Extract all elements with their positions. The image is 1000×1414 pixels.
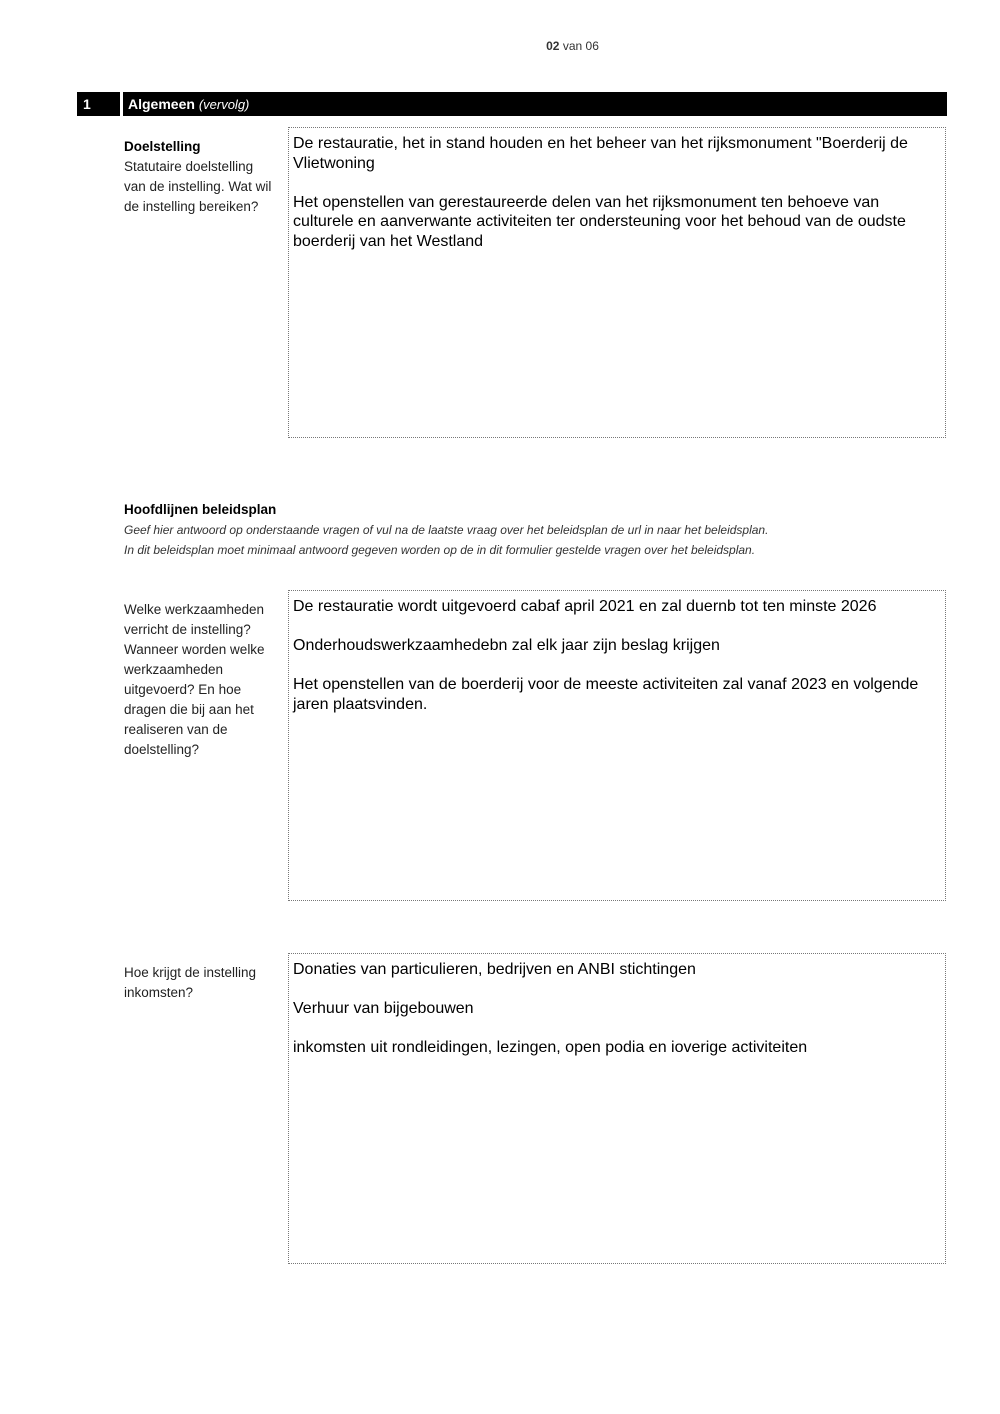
werkzaamheden-answer-p2: Onderhoudswerkzaamhedebn zal elk jaar zijn beslag krijgen: [293, 637, 720, 654]
doelstelling-answer-p2: Het openstellen van gerestaureerde delen van het rijksmonument ten behoeve van culturele en aanverwante activiteiten ter ondersteuning voor het behoud van de oudste boerderij van het Westland: [293, 193, 906, 250]
page-total: 06: [585, 39, 599, 53]
section-title: [123, 92, 947, 116]
beleidsplan-title: Hoofdlijnen beleidsplan: [124, 502, 277, 517]
werkzaamheden-answer-p3: Het openstellen van de boerderij voor de meeste activiteiten zal vanaf 2023 en volgende jaren plaatsvinden.: [293, 676, 919, 713]
inkomsten-label-desc: Hoe krijgt de instelling inkomsten?: [124, 965, 257, 1000]
doelstelling-label: [124, 137, 274, 217]
inkomsten-label: [124, 963, 274, 1003]
doelstelling-answer-field[interactable]: [288, 127, 946, 438]
inkomsten-answer-field[interactable]: [288, 953, 946, 1264]
inkomsten-answer-p3: inkomsten uit rondleidingen, lezingen, open podia en ioverige activiteiten: [293, 1039, 808, 1056]
beleidsplan-desc-line2: In dit beleidsplan moet minimaal antwoord gegeven worden op de in dit formulier gestelde vragen over het beleidsplan.: [124, 543, 756, 557]
werkzaamheden-label: [124, 600, 274, 760]
section-header: [77, 92, 947, 116]
section-title-sub: (vervolg): [198, 97, 250, 112]
beleidsplan-desc-line1: Geef hier antwoord op onderstaande vragen of vul na de laatste vraag over het beleidsplan de url in naar het beleidsplan.: [124, 523, 769, 537]
doelstelling-label-desc: Statutaire doelstelling van de instelling. Wat wil de instelling bereiken?: [124, 159, 272, 214]
doelstelling-answer-p1: De restauratie, het in stand houden en het beheer van het rijksmonument "Boerderij de Vlietwoning: [293, 135, 908, 172]
page-current: 02: [546, 39, 560, 53]
inkomsten-answer-p2: Verhuur van bijgebouwen: [293, 1000, 474, 1017]
section-number: 1: [77, 92, 120, 116]
section-title-main: Algemeen: [128, 96, 195, 112]
werkzaamheden-label-desc: Welke werkzaamheden verricht de instelling? Wanneer worden welke werkzaamheden uitgevoerd? En hoe dragen die bij aan het realiseren van de doelstelling?: [124, 602, 265, 757]
doelstelling-label-title: Doelstelling: [124, 139, 201, 154]
beleidsplan-section: [124, 500, 944, 560]
inkomsten-answer-p1: Donaties van particulieren, bedrijven en ANBI stichtingen: [293, 961, 696, 978]
werkzaamheden-answer-p1: De restauratie wordt uitgevoerd cabaf april 2021 en zal duernb tot ten minste 2026: [293, 598, 877, 615]
page-number: [0, 39, 1000, 53]
werkzaamheden-answer-field[interactable]: [288, 590, 946, 901]
page-separator: van: [562, 39, 583, 53]
